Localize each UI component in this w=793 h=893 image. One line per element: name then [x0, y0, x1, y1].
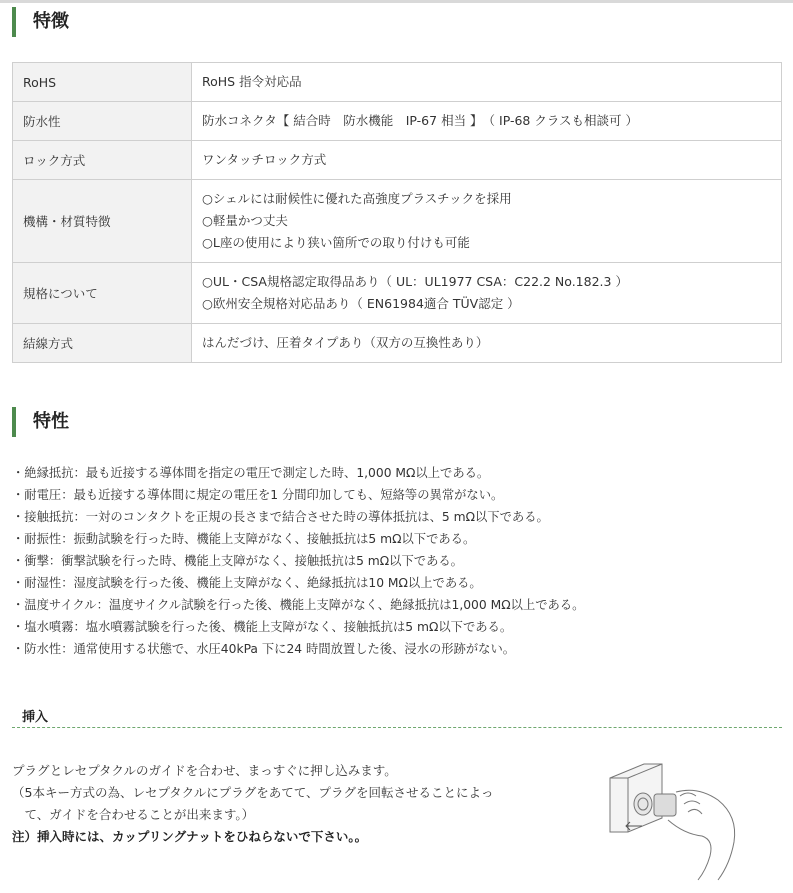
insertion-line: プラグとレセプタクルのガイドを合わせ、まっすぐに押し込みます。 — [12, 763, 397, 778]
list-item: ・耐湿性：湿度試験を行った後、機能上支障がなく、絶縁抵抗は10 MΩ以上である。 — [12, 576, 482, 590]
insertion-note: 注）挿入時には、カップリングナットをひねらないで下さい。。 — [12, 829, 368, 844]
table-row — [13, 63, 782, 102]
row-value: 防水コネクタ【 結合時 防水機能 IP-67 相当 】 （ IP-68 クラスも相談可 ） — [192, 102, 782, 141]
list-item: ・衝撃：衝撃試験を行った時、機能上支障がなく、接触抵抗は5 mΩ以下である。 — [12, 554, 463, 568]
list-item: ・温度サイクル：温度サイクル試験を行った後、機能上支障がなく、絶縁抵抗は1,000 MΩ以上である。 — [12, 598, 585, 612]
table-row — [13, 263, 782, 324]
features-table — [12, 62, 782, 363]
list-item: ・耐振性：振動試験を行った時、機能上支障がなく、接触抵抗は5 mΩ以下である。 — [12, 532, 476, 546]
insertion-text — [12, 760, 493, 848]
insertion-line: て、ガイドを合わせることが出来ます。） — [12, 807, 255, 822]
characteristics-list — [12, 462, 584, 660]
row-label: 結線方式 — [13, 324, 192, 363]
row-label: RoHS — [13, 63, 192, 102]
row-value: ○シェルには耐候性に優れた高強度プラスチックを採用 ○軽量かつ丈夫 ○L座の使用により狭い箇所での取り付けも可能 — [192, 180, 782, 263]
list-item: ・防水性：通常使用する状態で、水圧40kPa 下に24 時間放置した後、浸水の形跡がない。 — [12, 642, 516, 656]
row-value: ○UL・CSA規格認定取得品あり（ UL：UL1977 CSA：C22.2 No.182.3 ） ○欧州安全規格対応品あり（ EN61984適合 TÜV認定 ） — [192, 263, 782, 324]
features-heading: 特徴 — [12, 7, 69, 37]
row-label: 防水性 — [13, 102, 192, 141]
table-row — [13, 102, 782, 141]
table-row — [13, 141, 782, 180]
plug-insertion-illustration — [598, 756, 748, 884]
row-value: はんだづけ、圧着タイプあり（双方の互換性あり） — [192, 324, 782, 363]
list-item: ・接触抵抗：一対のコンタクトを正規の長さまで結合させた時の導体抵抗は、5 mΩ以下である。 — [12, 510, 549, 524]
insertion-line: （5本キー方式の為、レセプタクルにプラグをあてて、プラグを回転させることによっ — [12, 785, 494, 800]
dashed-divider — [12, 727, 782, 728]
list-item: ・絶縁抵抗：最も近接する導体間を指定の電圧で測定した時、1,000 MΩ以上である。 — [12, 466, 490, 480]
list-item: ・塩水噴霧：塩水噴霧試験を行った後、機能上支障がなく、接触抵抗は5 mΩ以下である。 — [12, 620, 513, 634]
table-row — [13, 180, 782, 263]
row-value: ワンタッチロック方式 — [192, 141, 782, 180]
characteristics-heading: 特性 — [12, 407, 69, 437]
top-border — [0, 0, 793, 3]
table-row — [13, 324, 782, 363]
row-label: 機構・材質特徴 — [13, 180, 192, 263]
row-value: RoHS 指令対応品 — [192, 63, 782, 102]
row-label: 規格について — [13, 263, 192, 324]
row-label: ロック方式 — [13, 141, 192, 180]
list-item: ・耐電圧：最も近接する導体間に規定の電圧を1 分間印加しても、短絡等の異常がない。 — [12, 488, 504, 502]
insertion-heading: 挿入 — [22, 710, 49, 725]
